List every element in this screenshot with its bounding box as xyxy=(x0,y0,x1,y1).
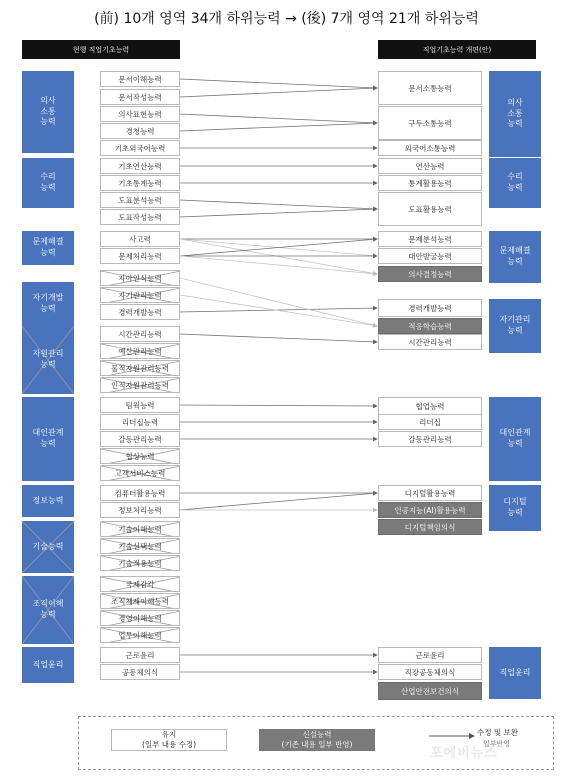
right-item-box: 직장공동체의식 xyxy=(378,664,482,680)
legend-keep-sub: (일부 내용 수정) xyxy=(141,740,197,749)
left-item-label: 기초연산능력 xyxy=(118,161,162,171)
left-item-box xyxy=(100,304,180,320)
mapping-arrow xyxy=(180,493,377,510)
left-area-box xyxy=(22,576,74,644)
left-item-box xyxy=(100,287,180,303)
right-item-box: 구두소통능력 xyxy=(378,106,482,140)
left-item-label: 고객서비스능력 xyxy=(114,468,166,478)
legend-arrow-icon xyxy=(429,731,475,741)
left-area-label: 자원관리 능력 xyxy=(32,349,64,369)
left-item-box xyxy=(100,123,180,139)
left-item-box xyxy=(100,343,180,359)
right-item-box: 경력개발능력 xyxy=(378,299,482,317)
mapping-arrow xyxy=(180,79,377,88)
left-item-label: 경력개발능력 xyxy=(118,307,162,317)
mapping-arrow xyxy=(180,239,377,256)
left-item-box xyxy=(100,502,180,518)
right-item-box: 근로윤리 xyxy=(378,647,482,663)
left-item-label: 인적자원관리능력 xyxy=(111,380,169,390)
left-area-box: 직업윤리 xyxy=(22,647,74,683)
left-item-box xyxy=(100,485,180,501)
new-right-item-box: 디지털책임의식 xyxy=(378,519,482,535)
left-item-box xyxy=(100,326,180,342)
left-area-box: 수리 능력 xyxy=(22,158,74,208)
left-item-box xyxy=(100,610,180,626)
new-right-item-box: 적응학습능력 xyxy=(378,318,482,334)
right-item-box: 도표활용능력 xyxy=(378,192,482,226)
right-item-box: 문제분석능력 xyxy=(378,231,482,247)
right-area-box: 자기관리 능력 xyxy=(489,299,541,353)
left-item-label: 기초외국어능력 xyxy=(114,143,166,153)
new-right-item-box: 산업안전보건의식 xyxy=(378,682,482,700)
left-item-label: 공동체의식 xyxy=(121,667,159,677)
right-item-box: 외국어소통능력 xyxy=(378,140,482,156)
legend-keep-title: 유지 xyxy=(161,730,177,740)
mapping-arrow xyxy=(180,114,377,123)
page-title: (前) 10개 영역 34개 하위능력 → (後) 7개 영역 21개 하위능력 xyxy=(94,11,479,27)
left-item-box xyxy=(100,576,180,592)
left-item-box xyxy=(100,231,180,247)
left-area-box: 의사 소통 능력 xyxy=(22,71,74,153)
mapping-arrow xyxy=(180,239,377,274)
mapping-arrow xyxy=(180,123,377,131)
left-item-box xyxy=(100,248,180,264)
left-area-box: 정보능력 xyxy=(22,485,74,517)
left-item-label: 예산관리능력 xyxy=(118,346,162,356)
left-area-label: 기술능력 xyxy=(32,541,64,551)
left-item-label: 경영이해능력 xyxy=(118,613,162,623)
mapping-arrow xyxy=(180,308,377,312)
mapping-arrow xyxy=(180,209,377,217)
left-item-box xyxy=(100,555,180,571)
mapping-arrow xyxy=(180,295,377,326)
left-item-label: 문서작성능력 xyxy=(118,92,162,102)
left-item-box xyxy=(100,414,180,430)
legend-revise-title: 수정 및 보완 xyxy=(477,728,518,737)
right-area-box: 대인관계 능력 xyxy=(489,397,541,481)
mapping-arrow xyxy=(180,88,377,97)
left-item-box xyxy=(100,140,180,156)
left-item-label: 국제감각 xyxy=(125,579,155,589)
right-area-box: 디지털 능력 xyxy=(489,485,541,531)
mapping-arrow xyxy=(180,239,377,256)
left-area-box xyxy=(22,326,74,394)
left-item-label: 도표작성능력 xyxy=(118,212,162,222)
left-item-label: 물적자원관리능력 xyxy=(111,363,169,373)
legend-new-sub: (기존 내용 일부 반영) xyxy=(281,740,353,749)
left-item-label: 의사표현능력 xyxy=(118,109,162,119)
left-item-box xyxy=(100,397,180,413)
left-item-box xyxy=(100,158,180,174)
left-item-label: 기술이해능력 xyxy=(118,524,162,534)
legend-keep-swatch xyxy=(111,729,227,751)
left-item-label: 자기관리능력 xyxy=(118,290,162,300)
left-item-label: 자아인식능력 xyxy=(118,273,162,283)
left-item-box xyxy=(100,377,180,393)
right-item-box: 문서소통능력 xyxy=(378,71,482,105)
left-item-label: 업무이해능력 xyxy=(118,630,162,640)
mapping-arrow xyxy=(180,256,377,274)
left-item-label: 조직체제이해능력 xyxy=(111,596,169,606)
left-item-box xyxy=(100,431,180,447)
watermark: 포에버뉴스 xyxy=(430,746,498,761)
right-item-box: 갈등관리능력 xyxy=(378,431,482,447)
new-right-item-box: 의사결정능력 xyxy=(378,266,482,282)
left-item-label: 사고력 xyxy=(129,234,151,244)
mapping-arrow xyxy=(180,200,377,209)
left-item-box xyxy=(100,664,180,680)
left-area-box: 문제해결 능력 xyxy=(22,231,74,265)
left-item-label: 도표분석능력 xyxy=(118,195,162,205)
left-item-label: 리더십능력 xyxy=(121,417,159,427)
right-header: 직업기초능력 개편(안) xyxy=(378,40,536,59)
right-item-box: 디지털활용능력 xyxy=(378,485,482,501)
left-item-label: 협상능력 xyxy=(125,451,155,461)
left-item-box xyxy=(100,175,180,191)
right-item-box: 협업능력 xyxy=(378,397,482,415)
left-item-box xyxy=(100,448,180,464)
left-area-box xyxy=(22,521,74,573)
left-item-label: 문서이해능력 xyxy=(118,74,162,84)
new-right-item-box: 인공지능(AI)활용능력 xyxy=(378,502,482,518)
left-item-box xyxy=(100,209,180,225)
left-item-label: 시간관리능력 xyxy=(118,329,162,339)
left-item-box xyxy=(100,106,180,122)
legend-revise-sub: 일부반영 xyxy=(483,740,511,748)
left-item-label: 문제처리능력 xyxy=(118,251,162,261)
left-item-label: 근로윤리 xyxy=(125,650,155,660)
right-item-box: 연산능력 xyxy=(378,158,482,174)
legend-new-swatch xyxy=(259,729,375,751)
right-area-box: 의사 소통 능력 xyxy=(489,71,541,157)
right-item-box: 통계활용능력 xyxy=(378,175,482,191)
left-item-box xyxy=(100,521,180,537)
right-item-box: 대안발굴능력 xyxy=(378,248,482,264)
left-area-box: 자기개발 능력 xyxy=(22,282,74,326)
left-item-box xyxy=(100,647,180,663)
left-item-box xyxy=(100,465,180,481)
left-header: 현행 직업기초능력 xyxy=(22,40,180,59)
mapping-arrow xyxy=(180,278,377,326)
legend-new-title: 신설능력 xyxy=(302,730,332,740)
right-area-box: 수리 능력 xyxy=(489,158,541,208)
left-item-box xyxy=(100,593,180,609)
left-item-box xyxy=(100,538,180,554)
mapping-arrow xyxy=(180,405,377,406)
left-item-box xyxy=(100,71,180,87)
left-item-label: 기술선택능력 xyxy=(118,541,162,551)
right-item-box: 리더십 xyxy=(378,414,482,430)
left-item-box xyxy=(100,360,180,376)
left-item-box xyxy=(100,270,180,286)
left-area-box: 대인관계 능력 xyxy=(22,397,74,481)
left-item-label: 정보처리능력 xyxy=(118,505,162,515)
left-item-label: 경청능력 xyxy=(125,126,155,136)
right-area-box: 직업윤리 xyxy=(489,647,541,699)
left-item-box xyxy=(100,192,180,208)
left-item-box xyxy=(100,89,180,105)
left-item-label: 기초통계능력 xyxy=(118,178,162,188)
right-item-box: 시간관리능력 xyxy=(378,334,482,350)
left-item-label: 기술적용능력 xyxy=(118,558,162,568)
left-item-label: 갈등관리능력 xyxy=(118,434,162,444)
left-item-label: 팀웍능력 xyxy=(125,400,155,410)
left-item-label: 컴퓨터활용능력 xyxy=(114,488,166,498)
left-area-label: 조직이해 능력 xyxy=(32,599,64,619)
right-area-box: 문제해결 능력 xyxy=(489,231,541,283)
left-item-box xyxy=(100,627,180,643)
mapping-arrow xyxy=(180,334,377,342)
